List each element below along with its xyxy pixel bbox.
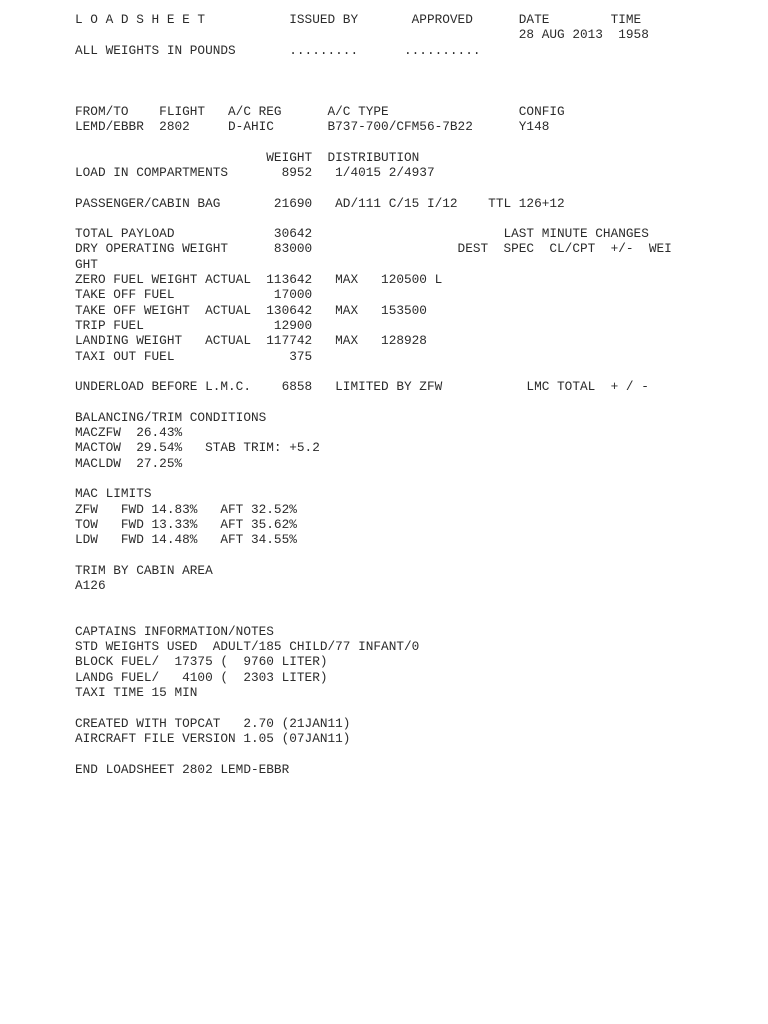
weight-distribution-header: WEIGHT DISTRIBUTION [75, 149, 420, 165]
date-time-line: 28 AUG 2013 1958 [75, 27, 649, 43]
underload-line: UNDERLOAD BEFORE L.M.C. 6858 LIMITED BY ZFW LMC TOTAL + / - [75, 379, 649, 395]
take-off-weight-line: TAKE OFF WEIGHT ACTUAL 130642 MAX 153500 [75, 302, 427, 318]
wrapped-line: GHT [75, 256, 98, 272]
mactow-line: MACTOW 29.54% STAB TRIM: +5.2 [75, 440, 320, 456]
header-line: L O A D S H E E T ISSUED BY APPROVED DATE TIME [75, 12, 642, 27]
trip-fuel-line: TRIP FUEL 12900 [75, 317, 313, 333]
take-off-fuel-line: TAKE OFF FUEL 17000 [75, 287, 313, 303]
zfw-limits-line: ZFW FWD 14.83% AFT 32.52% [75, 501, 297, 517]
maczfw-line: MACZFW 26.43% [75, 425, 183, 441]
zero-fuel-weight-line: ZERO FUEL WEIGHT ACTUAL 113642 MAX 120500 L [75, 272, 443, 288]
trim-header: TRIM BY CABIN AREA [75, 562, 213, 578]
trim-area-line: A126 [75, 577, 106, 593]
weights-unit-line: ALL WEIGHTS IN POUNDS ......... .......... [75, 42, 481, 58]
created-with-line: CREATED WITH TOPCAT 2.70 (21JAN11) [75, 715, 351, 731]
macldw-line: MACLDW 27.25% [75, 455, 183, 471]
dry-operating-weight-line: DRY OPERATING WEIGHT 83000 DEST SPEC CL/CPT +/- WEI [75, 241, 672, 257]
loadsheet-document [75, 12, 672, 777]
flight-info-line: LEMD/EBBR 2802 D-AHIC B737-700/CFM56-7B22 Y148 [75, 119, 550, 135]
block-fuel-line: BLOCK FUEL/ 17375 ( 9760 LITER) [75, 654, 328, 670]
end-loadsheet-line: END LOADSHEET 2802 LEMD-EBBR [75, 761, 290, 777]
taxi-out-fuel-line: TAXI OUT FUEL 375 [75, 348, 313, 364]
captains-notes-header: CAPTAINS INFORMATION/NOTES [75, 623, 274, 639]
total-payload-line: TOTAL PAYLOAD 30642 LAST MINUTE CHANGES [75, 226, 649, 242]
mac-limits-header: MAC LIMITS [75, 486, 152, 502]
landing-fuel-line: LANDG FUEL/ 4100 ( 2303 LITER) [75, 669, 328, 685]
flight-header-line: FROM/TO FLIGHT A/C REG A/C TYPE CONFIG [75, 103, 565, 119]
compartments-line: LOAD IN COMPARTMENTS 8952 1/4015 2/4937 [75, 164, 435, 180]
landing-weight-line: LANDING WEIGHT ACTUAL 117742 MAX 128928 [75, 333, 427, 349]
passenger-line: PASSENGER/CABIN BAG 21690 AD/111 C/15 I/12 TTL 126+12 [75, 195, 565, 211]
taxi-time-line: TAXI TIME 15 MIN [75, 685, 198, 701]
std-weights-line: STD WEIGHTS USED ADULT/185 CHILD/77 INFANT/0 [75, 639, 420, 655]
ldw-limits-line: LDW FWD 14.48% AFT 34.55% [75, 532, 297, 548]
aircraft-file-line: AIRCRAFT FILE VERSION 1.05 (07JAN11) [75, 730, 351, 746]
balancing-header: BALANCING/TRIM CONDITIONS [75, 409, 267, 425]
tow-limits-line: TOW FWD 13.33% AFT 35.62% [75, 516, 297, 532]
